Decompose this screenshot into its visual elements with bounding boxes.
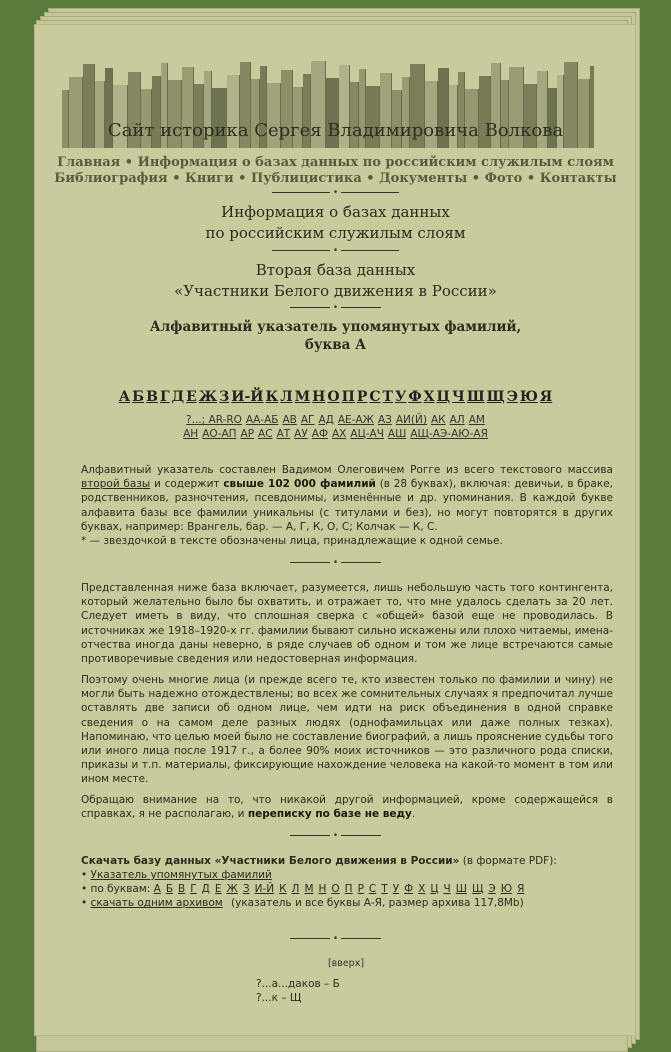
subindex-link[interactable]: АУ [294, 428, 308, 440]
body-text: Обращаю внимание на то, что никакой другой информацией, кроме содержащейся в справках, я не располагаю, и [81, 794, 613, 821]
download-title-bold: Скачать базу данных «Участники Белого движения в России» [81, 855, 460, 867]
alphabet-letter-link[interactable]: Р [356, 389, 368, 405]
alphabet-letter-link[interactable]: У [394, 389, 407, 405]
divider: • [0, 246, 671, 256]
nav-publicism-link[interactable]: Публицистика [251, 171, 362, 186]
alphabet-letter-link[interactable]: М [294, 389, 311, 405]
alphabet-letter-link[interactable]: Б [132, 389, 145, 405]
subindex-link[interactable]: АЩ-АЭ-АЮ-АЯ [410, 428, 488, 440]
nav-separator: • [238, 171, 247, 186]
download-letter-link[interactable]: Б [165, 883, 174, 895]
download-index-row [81, 868, 621, 882]
alphabet-letter-link[interactable]: Ш [466, 389, 485, 405]
asterisk-note: * — звездочкой в тексте обозначены лица, принадлежащие к одной семье. [81, 535, 503, 548]
subindex-row-1 [0, 413, 671, 427]
alphabet-letter-link[interactable]: С [369, 389, 381, 405]
subindex-link[interactable]: АШ [387, 428, 407, 440]
intro-paragraph [81, 463, 613, 548]
download-letter-link[interactable]: А [153, 883, 161, 895]
alphabet-letter-link[interactable]: И-Й [231, 389, 264, 405]
second-db-heading-line2: «Участники Белого движения в России» [174, 282, 497, 300]
alphabet-letter-link[interactable]: Э [506, 389, 518, 405]
divider: • [0, 188, 671, 198]
site-title: Сайт историка Сергея Владимировича Волкова [107, 120, 564, 141]
nav-home-link[interactable]: Главная [57, 155, 121, 170]
alphabet-letter-link[interactable]: Ч [452, 389, 465, 405]
download-title-format: (в формате PDF): [459, 855, 557, 867]
divider: • [0, 303, 671, 313]
download-letter-link[interactable]: Г [190, 883, 197, 895]
subindex-link[interactable]: АЗ [377, 414, 392, 426]
alphabet-letter-link[interactable]: Щ [486, 389, 505, 405]
subindex-row-2 [0, 427, 671, 441]
intro-text: и содержит [150, 478, 224, 491]
alphabet-letter-link[interactable]: Я [539, 389, 553, 405]
archive-note: (указатель и все буквы А-Я, размер архива 117,8Mb) [227, 897, 524, 909]
download-section [81, 854, 621, 910]
download-letter-link[interactable]: Э [488, 883, 496, 895]
bullet: • [81, 869, 88, 881]
alphabet-letter-link[interactable]: Н [312, 389, 326, 405]
download-letter-link[interactable]: Ф [404, 883, 414, 895]
divider: • [0, 558, 671, 568]
nav-separator: • [172, 171, 181, 186]
alphabet-letter-link[interactable]: П [341, 389, 355, 405]
subindex-link[interactable]: ?...; AR-RO [186, 414, 242, 426]
divider: • [0, 934, 671, 944]
intro-text: Алфавитный указатель составлен Вадимом Олеговичем Рогге из всего текстового массива [81, 464, 613, 476]
nav-separator: • [366, 171, 375, 186]
main-nav-row-2 [0, 171, 671, 186]
alphabet-letter-link[interactable]: Д [171, 389, 185, 405]
subindex-link[interactable]: АЦ-АЧ [350, 428, 384, 440]
download-letter-link[interactable]: Е [214, 883, 222, 895]
alphabet-letter-link[interactable]: Е [186, 389, 197, 405]
body-paragraph-2: Поэтому очень многие лица (и прежде всего те, кто известен только по фамилии и чину) не могли быть надежно отождествлены; во всех же сомнительных случаях я предпочитал лучше оставлять две записи об одном лице, чем идти на риск объединения в одной справке сведения о на самом деле разных людях (однофамильцах или даже полных тезках). Напоминаю, что целью моей было не составление биографий, а лишь прояснение судьбы того или иного лица после 1917 г., а более 90% моих источников — это различного рода списки, приказы и т.п. материалы, фиксирующие нахождение человека на какой-то момент в том или ином месте. [81, 674, 613, 786]
index-heading-line1: Алфавитный указатель упомянутых фамилий, [149, 319, 522, 335]
alphabet-letter-link[interactable]: Г [159, 389, 170, 405]
subindex-link[interactable]: АА-АБ [245, 414, 279, 426]
subindex-link[interactable]: АК [430, 414, 446, 426]
subindex-link[interactable]: АВ [282, 414, 297, 426]
download-letter-link[interactable]: О [331, 883, 340, 895]
no-correspondence-note: переписку по базе не веду [247, 808, 412, 821]
download-letter-link[interactable]: Д [201, 883, 210, 895]
download-title [81, 854, 621, 868]
download-letter-link[interactable]: У [392, 883, 400, 895]
download-letter-link[interactable]: П [344, 883, 353, 895]
download-archive-link[interactable]: скачать одним архивом [90, 897, 223, 909]
alphabet-letter-link[interactable]: Ж [198, 389, 218, 405]
alphabet-letter-link[interactable]: Т [382, 389, 393, 405]
body-paragraph-3 [81, 793, 613, 821]
download-letter-link[interactable]: Н [318, 883, 327, 895]
subindex-link[interactable]: АГ [300, 414, 315, 426]
alphabet-letter-link[interactable]: Х [423, 389, 435, 405]
second-db-heading-line1: Вторая база данных [255, 261, 416, 279]
intro-text: (в 28 буквах), включая: девичьи, в браке, родственников, разночтения, псевдонимы, изменённые и др. упоминания. В каждой букве алфавита базы все фамилии уникальны (с титулами и без), но могут повторятся в других буквах, например: Врангель, бар. — А, Г, К, О, С; Колчак — К, С. [81, 478, 614, 533]
download-letter-link[interactable]: Ю [500, 883, 513, 895]
download-letter-link[interactable]: Х [418, 883, 426, 895]
bullet: • [81, 883, 88, 895]
download-letter-link[interactable]: Л [291, 883, 300, 895]
subindex-link[interactable]: АТ [276, 428, 291, 440]
alphabet-letter-link[interactable]: Ц [436, 389, 451, 405]
subindex-link[interactable]: АО-АП [202, 428, 237, 440]
nav-documents-link[interactable]: Документы [379, 171, 468, 186]
intro-count: свыше 102 000 фамилий [223, 478, 376, 491]
subindex-link[interactable]: АЕ-АЖ [337, 414, 374, 426]
db-info-heading-line2: по российским служилым слоям [205, 224, 466, 242]
subindex-link[interactable]: АМ [468, 414, 485, 426]
subindex-link[interactable]: АР [240, 428, 255, 440]
download-letter-link[interactable]: Ж [226, 883, 238, 895]
download-letter-link[interactable]: И-Й [254, 883, 275, 895]
subindex-link[interactable]: АЛ [449, 414, 465, 426]
download-letter-link[interactable]: В [178, 883, 186, 895]
nav-photo-link[interactable]: Фото [484, 171, 523, 186]
range-list [256, 977, 340, 1005]
subindex-link[interactable]: АФ [311, 428, 328, 440]
by-letters-label: по буквам: [90, 883, 151, 895]
download-letters-row [81, 882, 621, 896]
alphabet-letter-link[interactable]: Л [280, 389, 293, 405]
nav-separator: • [124, 155, 134, 170]
download-letter-link[interactable]: М [304, 883, 314, 895]
nav-books-link[interactable]: Книги [185, 171, 234, 186]
download-letter-link[interactable]: Ц [430, 883, 439, 895]
download-archive-row [81, 896, 621, 910]
download-letter-link[interactable]: Я [517, 883, 525, 895]
alphabet-letter-link[interactable]: Ф [408, 389, 422, 405]
alphabet-letter-link[interactable]: З [219, 389, 230, 405]
subindex-link[interactable]: АС [258, 428, 273, 440]
divider: • [0, 831, 671, 841]
nav-bibliography-link[interactable]: Библиография [54, 171, 168, 186]
download-letter-link[interactable]: Щ [471, 883, 484, 895]
nav-separator: • [526, 171, 536, 186]
main-nav-row-1 [0, 155, 671, 170]
subindex-link[interactable]: АХ [332, 428, 347, 440]
back-to-top-link[interactable]: [вверх] [327, 958, 365, 969]
db-info-heading-line1: Информация о базах данных [221, 203, 450, 221]
bullet: • [81, 897, 88, 909]
download-letter-link[interactable]: К [279, 883, 287, 895]
second-db-heading [0, 260, 671, 302]
download-index-link[interactable]: Указатель упомянутых фамилий [90, 869, 272, 881]
alphabet-letter-link[interactable]: В [146, 389, 158, 405]
range-item: ?...к – Щ [256, 992, 302, 1004]
db-info-heading [0, 202, 671, 244]
download-letter-link[interactable]: Р [357, 883, 364, 895]
subindex-link[interactable]: АИ(Й) [395, 414, 427, 426]
nav-db-info-link[interactable]: Информация о базах данных по российским служилым слоям [137, 155, 614, 170]
download-letter-link[interactable]: Т [381, 883, 388, 895]
download-letter-link[interactable]: Ш [455, 883, 467, 895]
download-letter-link[interactable]: Ч [443, 883, 451, 895]
download-letter-link[interactable]: С [368, 883, 377, 895]
download-letter-link[interactable]: З [242, 883, 250, 895]
body-paragraph-1: Представленная ниже база включает, разумеется, лишь небольшую часть того контингента, который желательно было бы охватить, и отражает то, что мне удалось сделать за 20 лет. Следует иметь в виду, что сплошная сверка с «общей» базой еще не проводилась. В источниках же 1918–1920-х гг. фамилии бывают сильно искажены или плохо читаемы, имена-отчества иногда даны неверно, в ряде случаев об одном и том же лице встречаются самые противоречивые сведения или недостоверная информация. [81, 582, 613, 666]
subindex-link[interactable]: АН [183, 428, 199, 440]
index-heading-line2: буква А [304, 337, 367, 353]
body-text: . [411, 808, 416, 821]
alphabet-letter-link[interactable]: К [265, 389, 279, 405]
alphabet-letter-link[interactable]: А [118, 389, 131, 405]
alphabet-letter-link[interactable]: О [327, 389, 340, 405]
back-to-top [0, 958, 671, 969]
alphabet-nav [0, 389, 671, 405]
index-heading [0, 318, 671, 354]
second-db-link[interactable]: второй базы [81, 478, 151, 491]
subindex-link[interactable]: АД [318, 414, 334, 426]
range-item: ?...а...даков – Б [256, 978, 340, 990]
alphabet-letter-link[interactable]: Ю [519, 389, 538, 405]
nav-contacts-link[interactable]: Контакты [539, 171, 617, 186]
nav-separator: • [471, 171, 481, 186]
